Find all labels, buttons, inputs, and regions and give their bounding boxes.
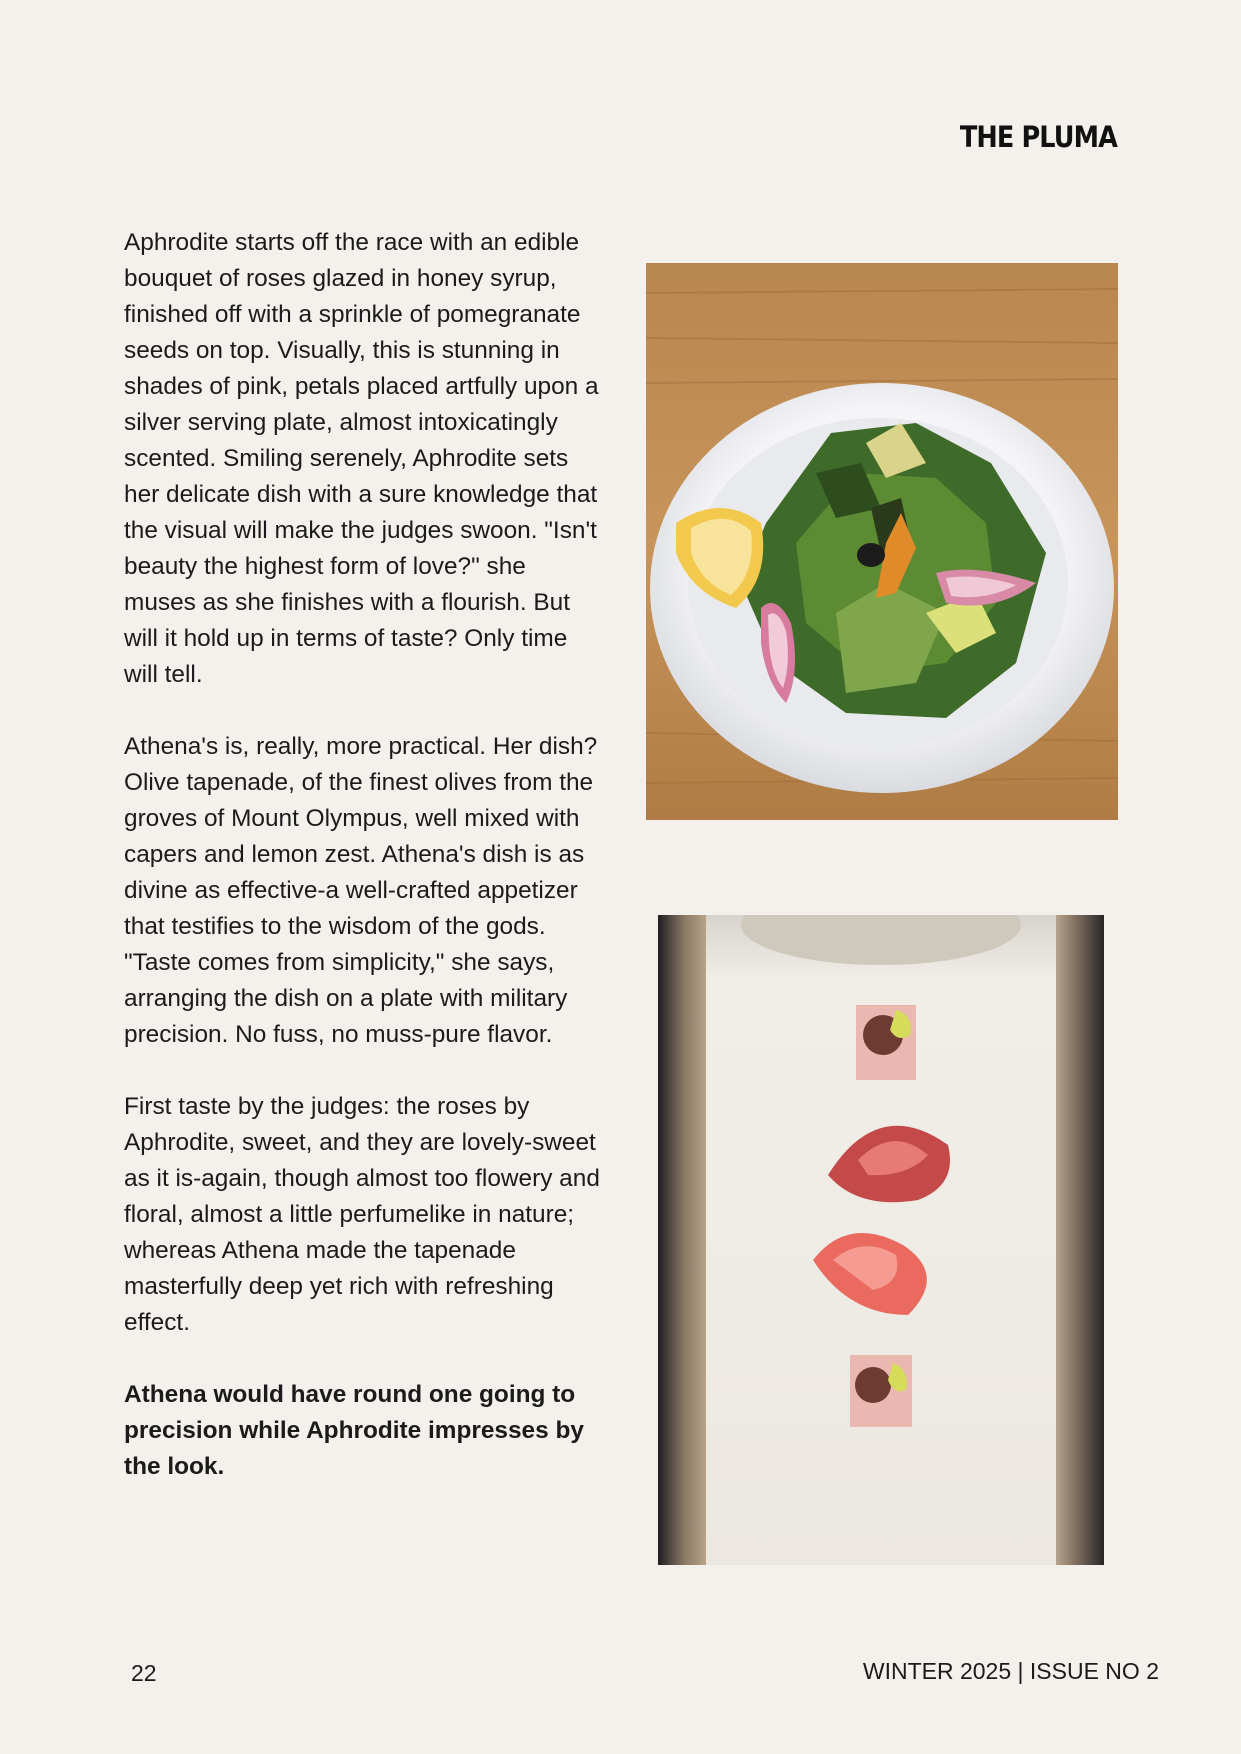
article-body	[124, 225, 600, 1485]
article-paragraph: First taste by the judges: the roses by Aphrodite, sweet, and they are lovely-sweet as it is-again, though almost too flowery and floral, almost a little perfumelike in nature; whereas Athena made the tapenade masterfully deep yet rich with refreshing effect.	[124, 1093, 600, 1336]
article-paragraph: Athena's is, really, more practical. Her dish? Olive tapenade, of the finest olives from the groves of Mount Olympus, well mixed with capers and lemon zest. Athena's dish is as divine as effective-a well-crafted appetizer that testifies to the wisdom of the gods. "Taste comes from simplicity," she says, arranging the dish on a plate with military precision. No fuss, no muss-pure flavor.	[124, 733, 598, 1048]
issue-label: WINTER 2025 | ISSUE NO 2	[862, 1658, 1159, 1684]
tuna-photo	[658, 915, 1104, 1565]
article-paragraph: Aphrodite starts off the race with an edible bouquet of roses glazed in honey syrup, finished off with a sprinkle of pomegranate seeds on top. Visually, this is stunning in shades of pink, petals placed artfully upon a silver serving plate, almost intoxicatingly scented. Smiling serenely, Aphrodite sets her delicate dish with a sure knowledge that the visual will make the judges swoon. "Isn't beauty the highest form of love?" she muses as she finishes with a flourish. But will it hold up in terms of taste? Only time will tell.	[124, 229, 599, 688]
page-number: 22	[131, 1660, 157, 1686]
salad-photo	[646, 263, 1118, 820]
masthead-title: THE PLUMA	[959, 120, 1117, 154]
article-verdict: Athena would have round one going to precision while Aphrodite impresses by the look.	[124, 1381, 584, 1480]
